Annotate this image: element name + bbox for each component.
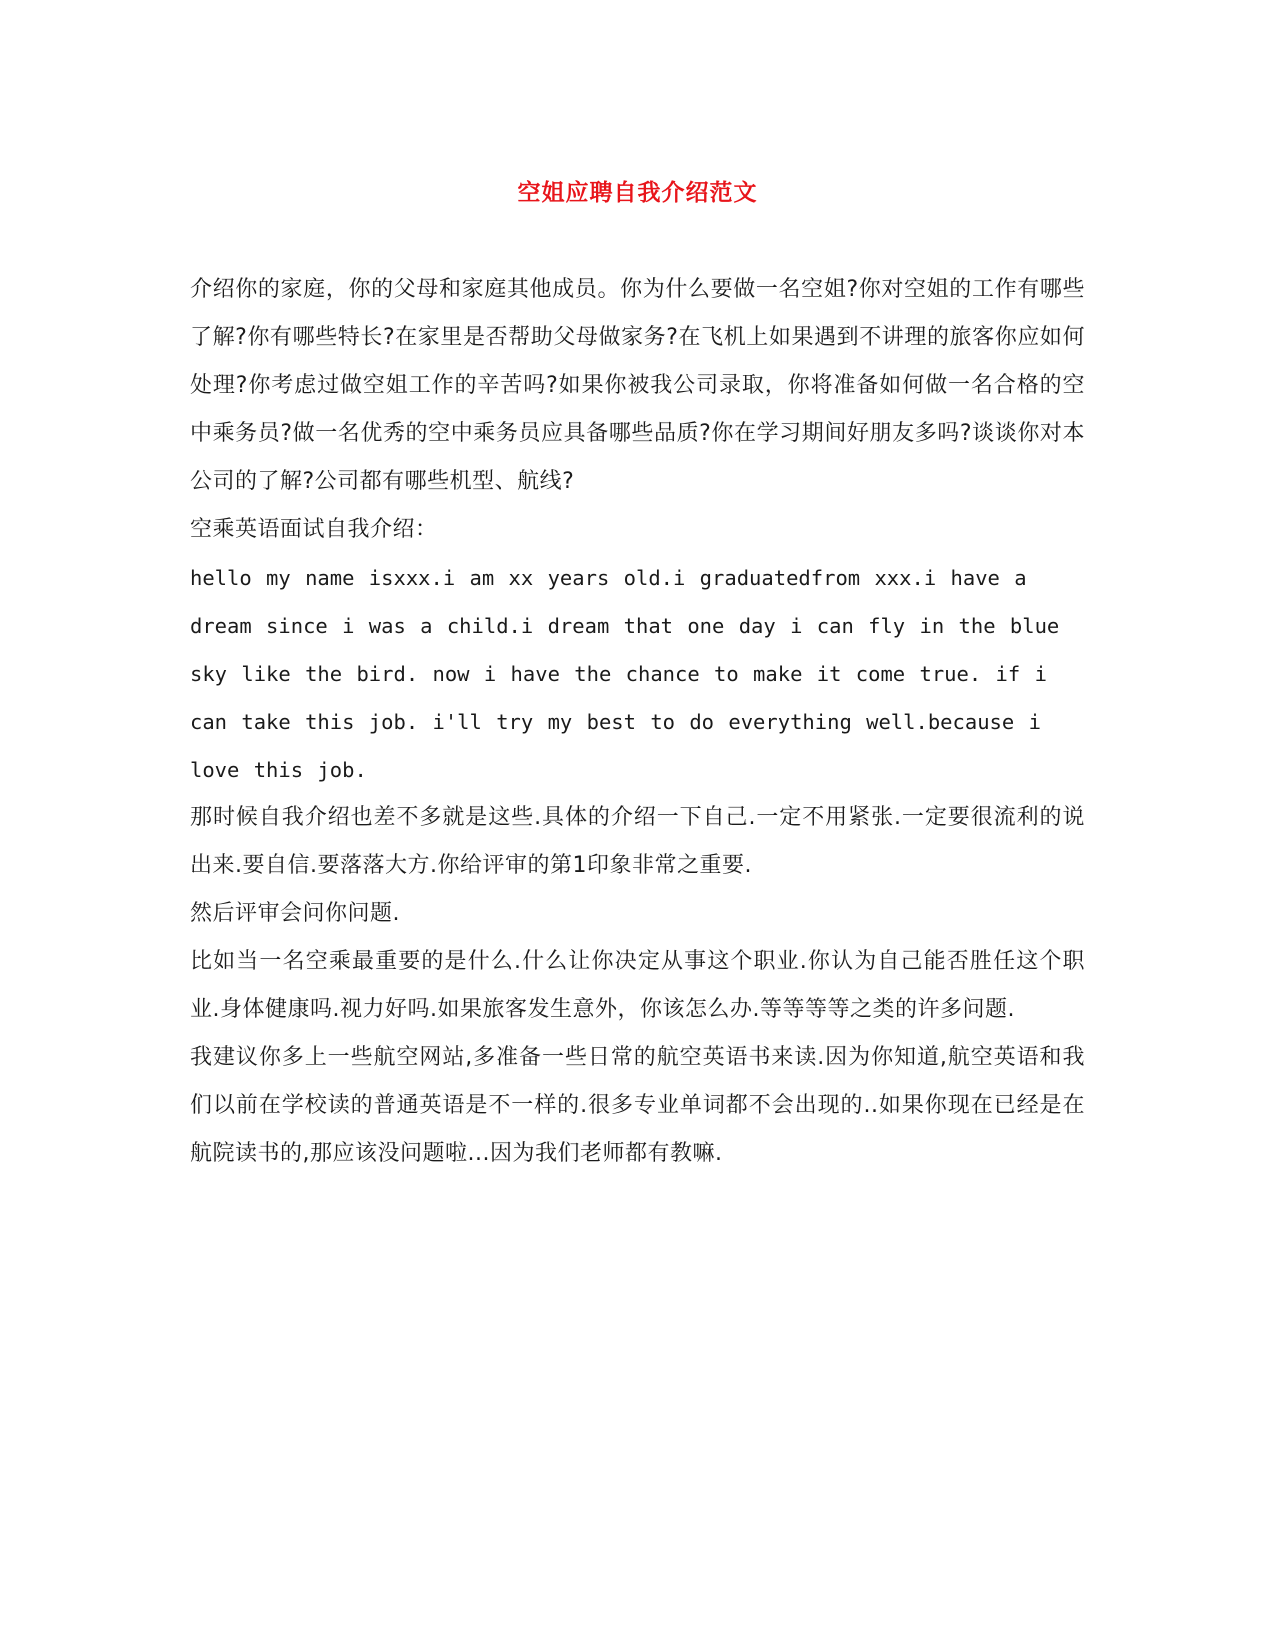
paragraph-judges-questions: 然后评审会问你问题.	[190, 901, 400, 926]
paragraph-english-intro-heading: 空乘英语面试自我介绍：	[190, 517, 438, 542]
document-body	[190, 266, 1085, 1178]
paragraph-interview-questions: 介绍你的家庭，你的父母和家庭其他成员。你为什么要做一名空姐?你对空姐的工作有哪些了解?你有哪些特长?在家里是否帮助父母做家务?在飞机上如果遇到不讲理的旅客你应如何处理?你考虑过做空姐工作的辛苦吗?如果你被我公司录取，你将准备如何做一名合格的空中乘务员?做一名优秀的空中乘务员应具备哪些品质?你在学习期间好朋友多吗?谈谈你对本公司的了解?公司都有哪些机型、航线?	[190, 277, 1085, 494]
paragraph-advice: 我建议你多上一些航空网站,多准备一些日常的航空英语书来读.因为你知道,航空英语和我们以前在学校读的普通英语是不一样的.很多专业单词都不会出现的..如果你现在已经是在航院读书的,那应该没问题啦...因为我们老师都有教嘛.	[190, 1045, 1085, 1166]
paragraph-english-intro: hello my name isxxx.i am xx years old.i graduatedfrom xxx.i have a dream since i was a child.i dream that one day i can fly in the blue sky like the bird. now i have the chance to make it come true. if i can take this job. i'll try my best to do everything well.because i love this job.	[190, 566, 1060, 782]
paragraph-example-questions: 比如当一名空乘最重要的是什么.什么让你决定从事这个职业.你认为自己能否胜任这个职业.身体健康吗.视力好吗.如果旅客发生意外，你该怎么办.等等等等之类的许多问题.	[190, 949, 1085, 1022]
paragraph-self-intro-tips: 那时候自我介绍也差不多就是这些.具体的介绍一下自己.一定不用紧张.一定要很流利的说出来.要自信.要落落大方.你给评审的第1印象非常之重要.	[190, 805, 1085, 878]
document-title: 空姐应聘自我介绍范文	[517, 179, 758, 206]
